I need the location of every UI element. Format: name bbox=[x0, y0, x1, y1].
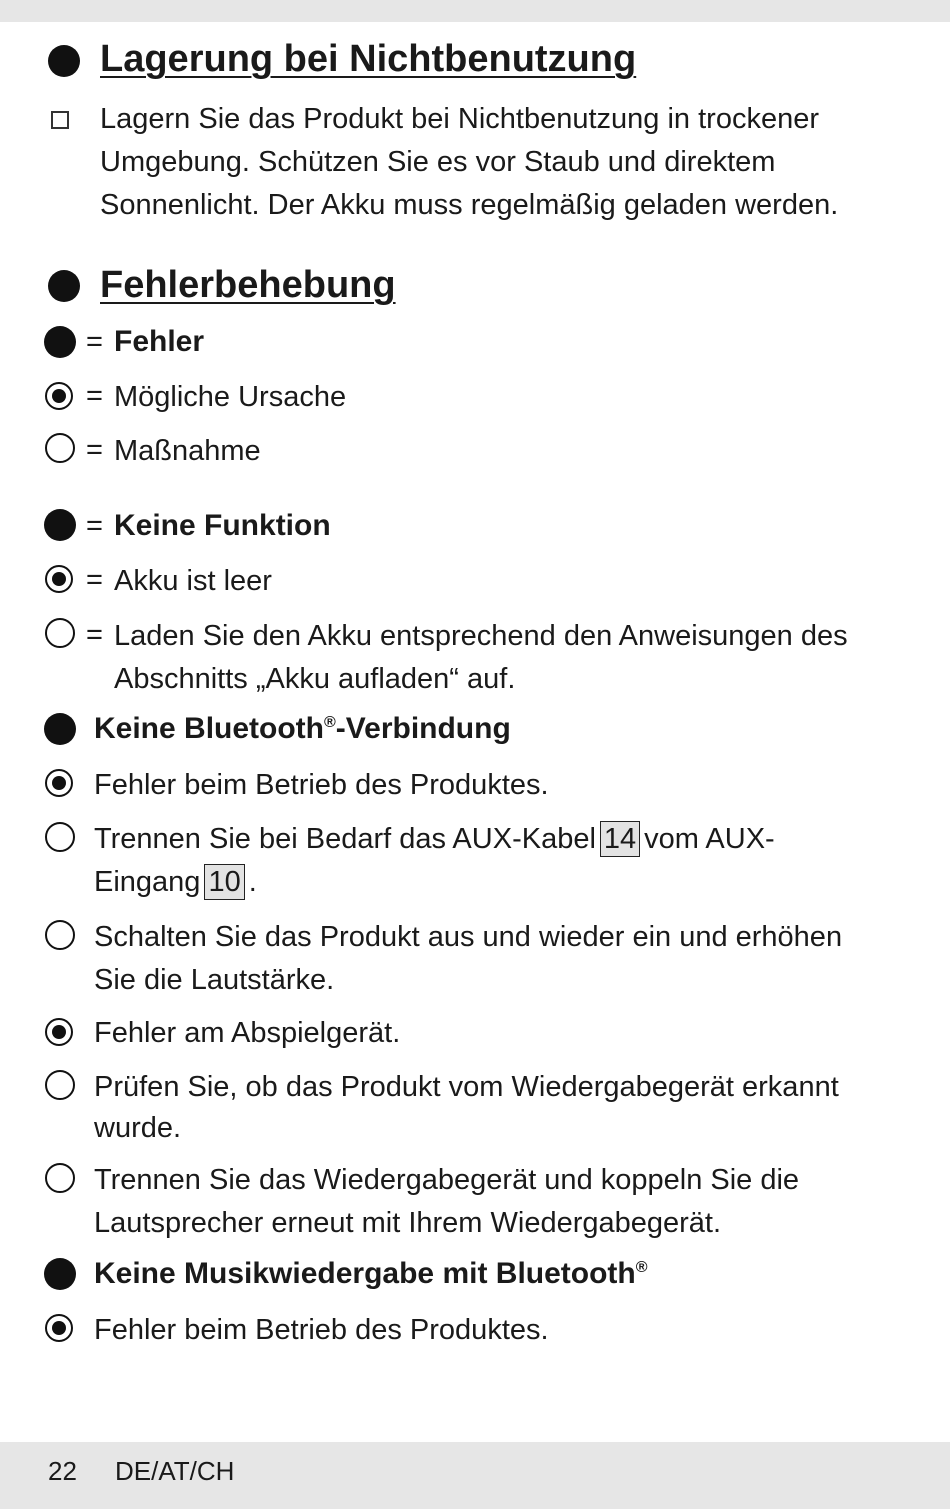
equals-sign: = bbox=[86, 564, 103, 596]
remedy-restart-line-1: Schalten Sie das Produkt aus und wieder ein und erhöhen bbox=[94, 921, 843, 953]
remedy-aux-text: Eingang bbox=[94, 866, 201, 898]
legend-remedy: Maßnahme bbox=[114, 435, 261, 467]
remedy-bullet-icon bbox=[45, 1163, 75, 1193]
remedy-bullet-icon bbox=[45, 822, 75, 852]
cause-battery-empty: Akku ist leer bbox=[114, 565, 272, 597]
remedy-bullet-icon bbox=[45, 618, 75, 648]
equals-sign: = bbox=[86, 434, 103, 466]
cause-bullet-icon bbox=[45, 1018, 73, 1046]
page-footer bbox=[0, 1442, 950, 1509]
fault-no-music-text: Keine Musikwiedergabe mit Bluetooth bbox=[94, 1257, 636, 1290]
cause-bullet-icon bbox=[45, 769, 73, 797]
fault-no-bluetooth-text: Keine Bluetooth bbox=[94, 712, 324, 745]
registered-mark: ® bbox=[324, 714, 336, 731]
page-number: 22 bbox=[48, 1456, 77, 1486]
fault-bullet-icon bbox=[44, 713, 76, 745]
remedy-aux-text: vom AUX- bbox=[644, 823, 775, 855]
remedy-aux-line-2 bbox=[94, 861, 257, 904]
storage-line-3: Sonnenlicht. Der Akku muss regelmäßig geladen werden. bbox=[100, 189, 839, 221]
remedy-charge-line-1: Laden Sie den Akku entsprechend den Anweisungen des bbox=[114, 620, 848, 652]
equals-sign: = bbox=[86, 619, 103, 651]
legend-fault: Fehler bbox=[114, 325, 205, 358]
registered-mark: ® bbox=[635, 1259, 648, 1276]
remedy-aux-text: . bbox=[248, 866, 257, 898]
cause-bullet-icon bbox=[45, 1314, 73, 1342]
fault-no-function: Keine Funktion bbox=[114, 509, 331, 542]
remedy-repair-line-1: Trennen Sie das Wiedergabegerät und koppeln Sie die bbox=[94, 1164, 800, 1196]
equals-sign: = bbox=[86, 510, 103, 542]
top-margin-bar bbox=[0, 0, 950, 22]
fault-bullet-icon bbox=[44, 1258, 76, 1290]
cause-operation-error-2: Fehler beim Betrieb des Produktes. bbox=[94, 1314, 549, 1346]
remedy-bullet-icon bbox=[45, 433, 75, 463]
storage-heading: Lagerung bei Nichtbenutzung bbox=[100, 38, 637, 80]
equals-sign: = bbox=[86, 326, 103, 358]
remedy-check-line-2: wurde. bbox=[94, 1112, 182, 1144]
fault-bullet-icon bbox=[44, 509, 76, 541]
remedy-bullet-icon bbox=[45, 920, 75, 950]
legend-cause: Mögliche Ursache bbox=[114, 381, 347, 413]
remedy-restart-line-2: Sie die Lautstärke. bbox=[94, 964, 335, 996]
remedy-aux-line-1 bbox=[94, 818, 775, 861]
fault-no-music bbox=[94, 1257, 648, 1291]
storage-line-1: Lagern Sie das Produkt bei Nichtbenutzung in trockener bbox=[100, 103, 819, 135]
remedy-aux-text: Trennen Sie bei Bedarf das AUX-Kabel bbox=[94, 823, 596, 855]
remedy-repair-line-2: Lautsprecher erneut mit Ihrem Wiedergabegerät. bbox=[94, 1207, 722, 1239]
remedy-charge-line-2: Abschnitts „Akku aufladen“ auf. bbox=[114, 663, 516, 695]
troubleshooting-heading: Fehlerbehebung bbox=[100, 264, 396, 306]
fault-bullet-icon bbox=[44, 326, 76, 358]
cause-bullet-icon bbox=[45, 382, 73, 410]
storage-line-2: Umgebung. Schützen Sie es vor Staub und direktem bbox=[100, 146, 776, 178]
section-bullet-icon bbox=[48, 45, 80, 77]
equals-sign: = bbox=[86, 380, 103, 412]
section-bullet-icon bbox=[48, 270, 80, 302]
fault-no-bluetooth bbox=[94, 712, 511, 746]
cause-player-error: Fehler am Abspielgerät. bbox=[94, 1017, 401, 1049]
cause-bullet-icon bbox=[45, 565, 73, 593]
remedy-check-line-1: Prüfen Sie, ob das Produkt vom Wiedergabegerät erkannt bbox=[94, 1071, 839, 1103]
checkbox-square-icon bbox=[51, 111, 69, 129]
cause-operation-error: Fehler beim Betrieb des Produktes. bbox=[94, 769, 549, 801]
remedy-bullet-icon bbox=[45, 1070, 75, 1100]
locale-label: DE/AT/CH bbox=[115, 1456, 235, 1486]
fault-no-bluetooth-suffix: -Verbindung bbox=[335, 712, 511, 745]
reference-number-box: 10 bbox=[204, 864, 244, 900]
reference-number-box: 14 bbox=[600, 821, 640, 857]
